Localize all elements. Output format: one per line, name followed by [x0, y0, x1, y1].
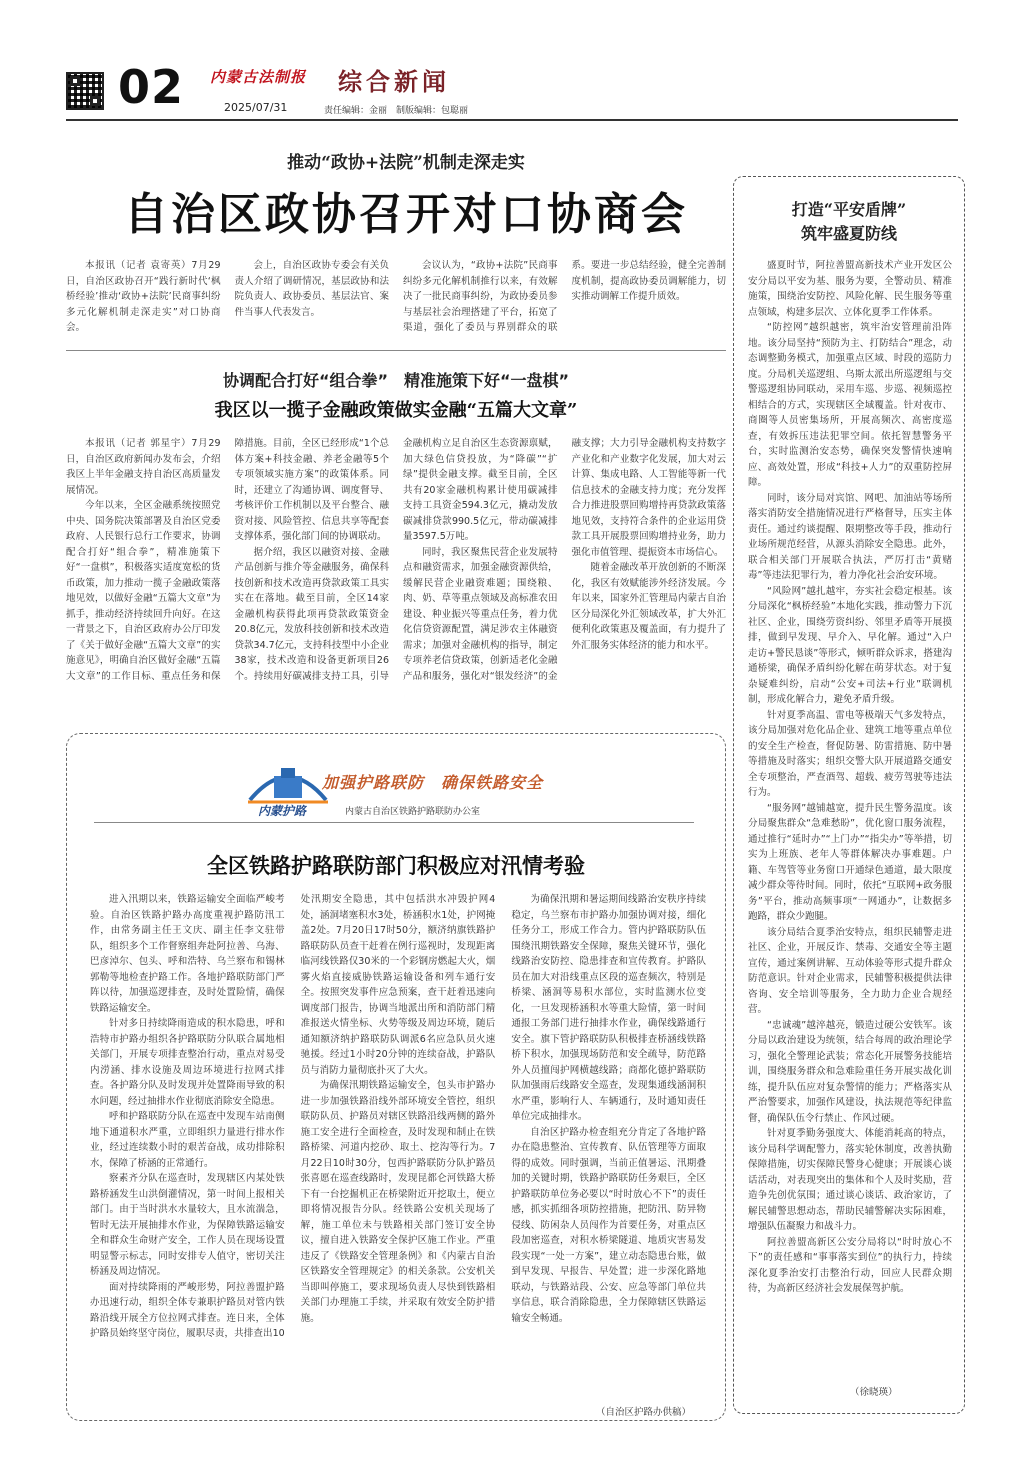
paragraph: 进入汛期以来，铁路运输安全面临严峻考验。自治区铁路护路办高度重视护路防汛工作，由常务副主任王文庆、副主任李文驻带队，组织多个工作督察组奔赴阿拉善、乌海、巴彦淖尔、包头、呼和浩特、乌兰察布和锡林郭勒等地检查护路工作。各地护路联防部门严阵以待，加强巡逻排查，及时处置险情，确保铁路运输安全。	[90, 894, 285, 1014]
lead-headline: 自治区政协召开对口协商会	[124, 189, 688, 240]
editor-credits: 责任编辑：金丽 制版编辑：包聪丽	[324, 106, 469, 116]
article-divider	[66, 350, 726, 351]
page-number: 02	[118, 60, 185, 114]
paragraph: 本报讯（记者 袁寄英）7月29日，自治区政协召开“践行新时代‘枫桥经验’推动‘政协+法院’民商事纠纷多元化解机制走深走实”对口协商会。	[66, 260, 221, 333]
paragraph: 本报讯（记者 郭星宇）7月29日，自治区政府新闻办发布会，介绍我区上半年金融支持自治区高质量发展情况。	[66, 438, 221, 496]
paragraph: “服务网”越铺越宽，提升民生警务温度。该分局聚焦群众“急难愁盼”，优化窗口服务流程，通过推行“延时办”“上门办”“指尖办”等举措，切实为上班族、老年人等群体解决办事难题。户籍、车驾管等业务窗口开通绿色通道，最大限度减少群众等待时间。同时，依托“互联网+政务服务”平台，推动高频事项“一网通办”，让数据多跑路，群众少跑腿。	[748, 802, 952, 922]
railway-banner: 加强护路联防 确保铁路安全	[322, 773, 544, 792]
railway-logo-icon	[248, 760, 328, 804]
sidebar-body	[748, 258, 952, 1378]
publication-date: 2025/07/31	[224, 101, 288, 114]
paragraph: 察素齐分队在巡查时，发现辖区内某处铁路桥涵发生山洪倒灌情况，第一时间上报相关部门。由于当时洪水水量较大，且水流湍急，暂时无法开展抽排水作业，为保障铁路运输安全和群众生命财产安全，工作人员在现场设置明显警示标志，同时安排专人值守，密切关注桥涵及周边情况。	[90, 1173, 285, 1277]
paragraph: 面对持续降雨的严峻形势，阿拉善盟护路办迅速行动，组织全体专兼职护路员对管内铁路沿线开展全方位拉网式排查。连日来，全体护路员始终坚守岗位，履职尽责，共排查出10处汛期安全隐患，其中包括洪水冲毁护网4处，涵洞堵塞积水3处，桥涵积水1处，护网掩盖2处。7月20日17时50分，额济纳旗铁路护路联防队员查干赶着在例行巡视时，发现距离临河线铁路仅30米的一个彩钢房燃起大火，烟雾火焰直接威胁铁路运输设备和列车通行安全。按照突发事件应急预案，查干赶着迅速向调度部门报告，协调当地派出所和消防部门精准报送火情坐标、火势等级及周边环境，随后通知额济纳护路联防队调派6名应急队员火速驰援。经过1小时20分钟的连续奋战，护路队员与消防力量彻底扑灭了大火。	[90, 894, 496, 1339]
paragraph: 会上，自治区政协专委会有关负责人介绍了调研情况，基层政协和法院负责人、政协委员、基层法官、案件当事人代表发言。	[234, 260, 389, 318]
paragraph: 阿拉善盟高新区公安分局将以“时时放心不下”的责任感和“事事落实到位”的执行力，持续深化夏季治安打击整治行动，回应人民群众期待，为高新区经济社会发展保驾护航。	[748, 1236, 952, 1294]
paragraph: 同时，该分局对宾馆、网吧、加油站等场所落实消防安全措施情况进行严格督导，压实主体责任。通过约谈提醒、限期整改等手段，推动行业场所规范经营，从源头消除安全隐患。此外，联合相关部门开展联合执法，严厉打击“黄赌毒”等违法犯罪行为，着力净化社会治安环境。	[748, 492, 952, 581]
paragraph: 同时，我区聚焦民营企业发展特点和融资需求，加强金融资源供给，缓解民营企业融资难题；围绕粮、肉、奶、草等重点领域及高标准农田建设、种业振兴等重点任务，着力优化信贷资源配置，满足涉农主体融资需求；加强对金融机构的指导，制定专项养老信贷政策，创新适老化金融产品和服务，强化对“银发经济”的金融支撑；大力引导金融机构支持数字产业化和产业数字化发展，加大对云计算、集成电路、人工智能等新一代信息技术的金融支持力度；充分发挥合力推进股票回购增持再贷款政策落地见效，支持符合条件的企业运用贷款工具开展股票回购增持业务，助力强化市值管理、提振资本市场信心。	[403, 438, 726, 682]
sidebar-title-line: 打造“平安盾牌”	[791, 200, 907, 219]
railway-divider	[94, 822, 694, 823]
paragraph: 据介绍，我区以融资对接、金融产品创新与推介等金融服务，确保科技创新和技术改造再贷款政策工具实实在在落地。截至目前，全区14家金融机构获得此项再贷款政策资金20.8亿元，发放科技创新和技术改造贷款34.7亿元，支持科技型中小企业38家，技术改造和设备更新项目26个。持续用好碳减排支持工具，引导金融机构立足自治区生态资源禀赋，加大绿色信贷投放，为“降碳”“扩绿”提供金融支撑。截至目前，全区共有20家金融机构累计使用碳减排支持工具资金594.3亿元，撬动发放碳减排贷款990.5亿元，带动碳减排量3597.5万吨。	[234, 438, 558, 682]
sidebar-title-line: 筑牢盛夏防线	[800, 224, 897, 243]
lead-subtitle: 推动“政协+法院”机制走深走实	[287, 153, 525, 173]
paragraph: “风险网”越扎越牢，夯实社会稳定根基。该分局深化“枫桥经验”本地化实践，推动警力下沉社区、企业，围绕劳资纠纷、邻里矛盾等开展摸排，做到早发现、早介入、早化解。通过“入户走访+警民恳谈”等形式，倾听群众诉求，搭建沟通桥梁，确保矛盾纠纷化解在萌芽状态。对于复杂疑难纠纷，启动“公安+司法+行业”联调机制，形成化解合力，避免矛盾升级。	[748, 585, 952, 705]
railway-headline: 全区铁路护路联防部门积极应对汛情考验	[207, 853, 585, 878]
railway-body	[90, 892, 706, 1402]
masthead-logo: 内蒙古法制报	[210, 68, 307, 86]
finance-article-body	[66, 436, 726, 720]
paragraph: 为确保汛期和暑运期间线路治安秩序持续稳定，乌兰察布市护路办加强协调对接，细化任务分工，形成工作合力。管内护路联防队伍围绕汛期铁路安全保障，聚焦关键环节，强化线路治安防控、隐患排查和宣传教育。护路队员在加大对沿线重点区段的巡查频次，特别是桥梁、涵洞等易积水部位，实时监测水位变化，一旦发现桥涵积水等重大险情，第一时间通报工务部门进行抽排水作业，确保线路通行安全。旗下管护路联防队积极排查桥涵线铁路桥下积水，加强现场防范和安全疏导，防范路外人员擅闯护网横越线路；商都化德护路联防队加强雨后线路安全巡查，发现集通线涵洞积水严重，影响行人、车辆通行，及时通知责任单位完成抽排水。	[511, 894, 706, 1122]
paragraph: 今年以来，全区金融系统按照党中央、国务院决策部署及自治区党委政府、人民银行总行工作要求，协调配合打好“组合拳”，精准施策下好“一盘棋”，积极落实适度宽松的货币政策，加力推动一揽子金融政策落地见效，以做好金融“五篇大文章”为抓手，推动经济持续回升向好。在这一背景之下，自治区政府办公厅印发了《关于做好金融“五篇大文章”的实施意见》，明确自治区做好金融“五篇大文章”的工作目标、重点任务和保障措施。目前，全区已经形成“1个总体方案+科技金融、养老金融等5个专项领域实施方案”的政策体系。同时，还建立了沟通协调、调度督导、考核评价工作机制以及平台整合、融资对接、风险管控、信息共享等配套支撑体系，强化部门间的协调联动。	[66, 438, 389, 682]
section-title: 综合新闻	[338, 67, 450, 96]
paragraph: 呼和护路联防分队在巡查中发现车站南侧地下通道积水严重，立即组织力量进行排水作业，经过连续数小时的艰苦奋战，成功排除积水，保障了桥涵的正常通行。	[90, 1111, 285, 1169]
lead-article-body	[66, 258, 726, 338]
qr-code-icon	[66, 72, 104, 110]
paragraph: “防控网”越织越密，筑牢治安管理前沿阵地。该分局坚持“预防为主、打防结合”理念，动态调整勤务模式，加强重点区域、时段的巡防力度。分局机关巡逻组、乌斯太派出所巡逻组与交警巡逻组协同联动，采用车巡、步巡、视频巡控相结合的方式，实现辖区全域覆盖。针对夜市、商圈等人员密集场所，开展高频次、高密度巡查，有效拆压违法犯罪空间。依托智慧警务平台，实时监测治安态势，确保突发警情快速响应、高效处置，形成“科技+人力”的双重防控屏障。	[748, 322, 952, 488]
sidebar-headline	[733, 198, 965, 246]
paragraph: 针对夏季勤务强度大、体能消耗高的特点，该分局科学调配警力，落实轮休制度，改善执勤保障措施，切实保障民警身心健康；开展谈心谈话活动，对表现突出的集体和个人及时奖励，营造争先创优氛围；通过谈心谈话、政治家访，了解民辅警思想动态，帮助民辅警解决实际困难，增强队伍凝聚力和战斗力。	[748, 1128, 952, 1232]
paragraph: 自治区护路办检查组充分肯定了各地护路办在隐患整治、宣传教育、队伍管理等方面取得的成效。同时强调，当前正值暑运、汛期叠加的关键时期，铁路护路联防任务艰巨，全区护路联防单位务必要以“时时放心不下”的责任感，抓实抓细各项防控措施，把防汛、防异物侵线、防闲杂人员闯作为首要任务，对重点区段加密巡查，对积水桥梁隧道、地质灾害易发段实现“一处一方案”，建立动态隐患台账，做到早发现、早报告、早处置；进一步深化路地联动，与铁路站段、公安、应急等部门单位共享信息，联合消除隐患，全力保障辖区铁路运输安全畅通。	[511, 1126, 706, 1324]
finance-headline: 我区以一揽子金融政策做实金融“五篇大文章”	[214, 400, 578, 421]
railway-logo-text: 内蒙护路	[258, 804, 307, 818]
paragraph: 为确保汛期铁路运输安全，包头市护路办进一步加强铁路沿线外部环境安全管控，组织联防队员、护路员对辖区铁路沿线两侧的路外施工安全进行全面检查，及时发现和制止在铁路桥梁、河道内挖砂、取土、挖沟等行为。7月22日10时30分，包西护路联防分队护路员张喜愿在巡查线路时，发现昆都仑河铁路大桥下有一台挖掘机正在桥梁附近开挖取土，便立即将情况报告分队。经铁路公安机关现场了解，施工单位未与铁路相关部门签订安全协议，擅自进入铁路安全保护区施工作业。严重违反了《铁路安全管理条例》和《内蒙古自治区铁路安全管理规定》的相关条款。公安机关当即叫停施工，要求现场负责人尽快到铁路相关部门办理施工手续，并采取有效安全防护措施。	[300, 1080, 496, 1324]
sidebar-byline: （徐晓瑛）	[850, 1387, 898, 1398]
header-divider	[66, 119, 958, 121]
paragraph: 盛夏时节，阿拉善盟高新技术产业开发区公安分局以平安为基、服务为要，全警动员、精准施策，围绕治安防控、风险化解、民生服务等重点领域，构建多层次、立体化夏季工作体系。	[748, 260, 952, 318]
railway-byline: （自治区护路办供稿）	[596, 1407, 692, 1418]
paragraph: 该分局结合夏季治安特点，组织民辅警走进社区、企业，开展反诈、禁毒、交通安全等主题宣传，通过案例讲解、互动体验等形式提升群众防范意识。针对企业需求，民辅警积极提供法律咨询、安全培训等服务，全力助力企业合规经营。	[748, 926, 952, 1015]
paragraph: 针对夏季高温、雷电等极端天气多发特点，该分局加强对危化品企业、建筑工地等重点单位的安全生产检查，督促防暑、防雷措施、防中暑等措施及时落实；组织交警大队开展道路交通安全专项整治，严查酒驾、超载、疲劳驾驶等违法行为。	[748, 709, 952, 798]
paragraph: 针对多日持续降雨造成的积水隐患，呼和浩特市护路办组织各护路联防分队联合属地相关部门，开展专项排查整治行动，重点对易受内涝涵、排水设施及周边环境进行拉网式排查。各护路分队及时发现并处置降雨导致的积水问题，经过抽排水作业彻底消除安全隐患。	[90, 1018, 285, 1107]
paragraph: “忠诚魂”越淬越亮，锻造过硬公安铁军。该分局以政治建设为统领，结合每周的政治理论学习，强化全警理论武装；常态化开展警务技能培训，围绕服务群众和急难险重任务开展实战化训练，提升队伍应对复杂警情的能力；严格落实从严治警要求，加强作风建设，执法规范等纪律监督，确保队伍令行禁止、作风过硬。	[748, 1019, 952, 1124]
paragraph: 会议认为，“政协+法院”民商事纠纷多元化解机制推行以来，有效解决了一批民商事纠纷，为政协委员参与基层社会治理搭建了平台，拓宽了渠道，强化了委员与界别群众的联系。要进一步总结经验，健全完善制度机制，提高政协委员调解能力，切实推动调解工作提升质效。	[403, 260, 726, 333]
finance-subtitle: 协调配合打好“组合拳” 精准施策下好“一盘棋”	[222, 371, 570, 390]
railway-organization: 内蒙古自治区铁路护路联防办公室	[345, 807, 481, 817]
paragraph: 随着金融改革开放创新的不断深化，我区有效赋能涉外经济发展。今年以来，国家外汇管理局内蒙古自治区分局深化外汇领域改革，扩大外汇便利化政策惠及覆盖面，有力提升了外汇服务实体经济的能力和水平。	[571, 562, 726, 651]
